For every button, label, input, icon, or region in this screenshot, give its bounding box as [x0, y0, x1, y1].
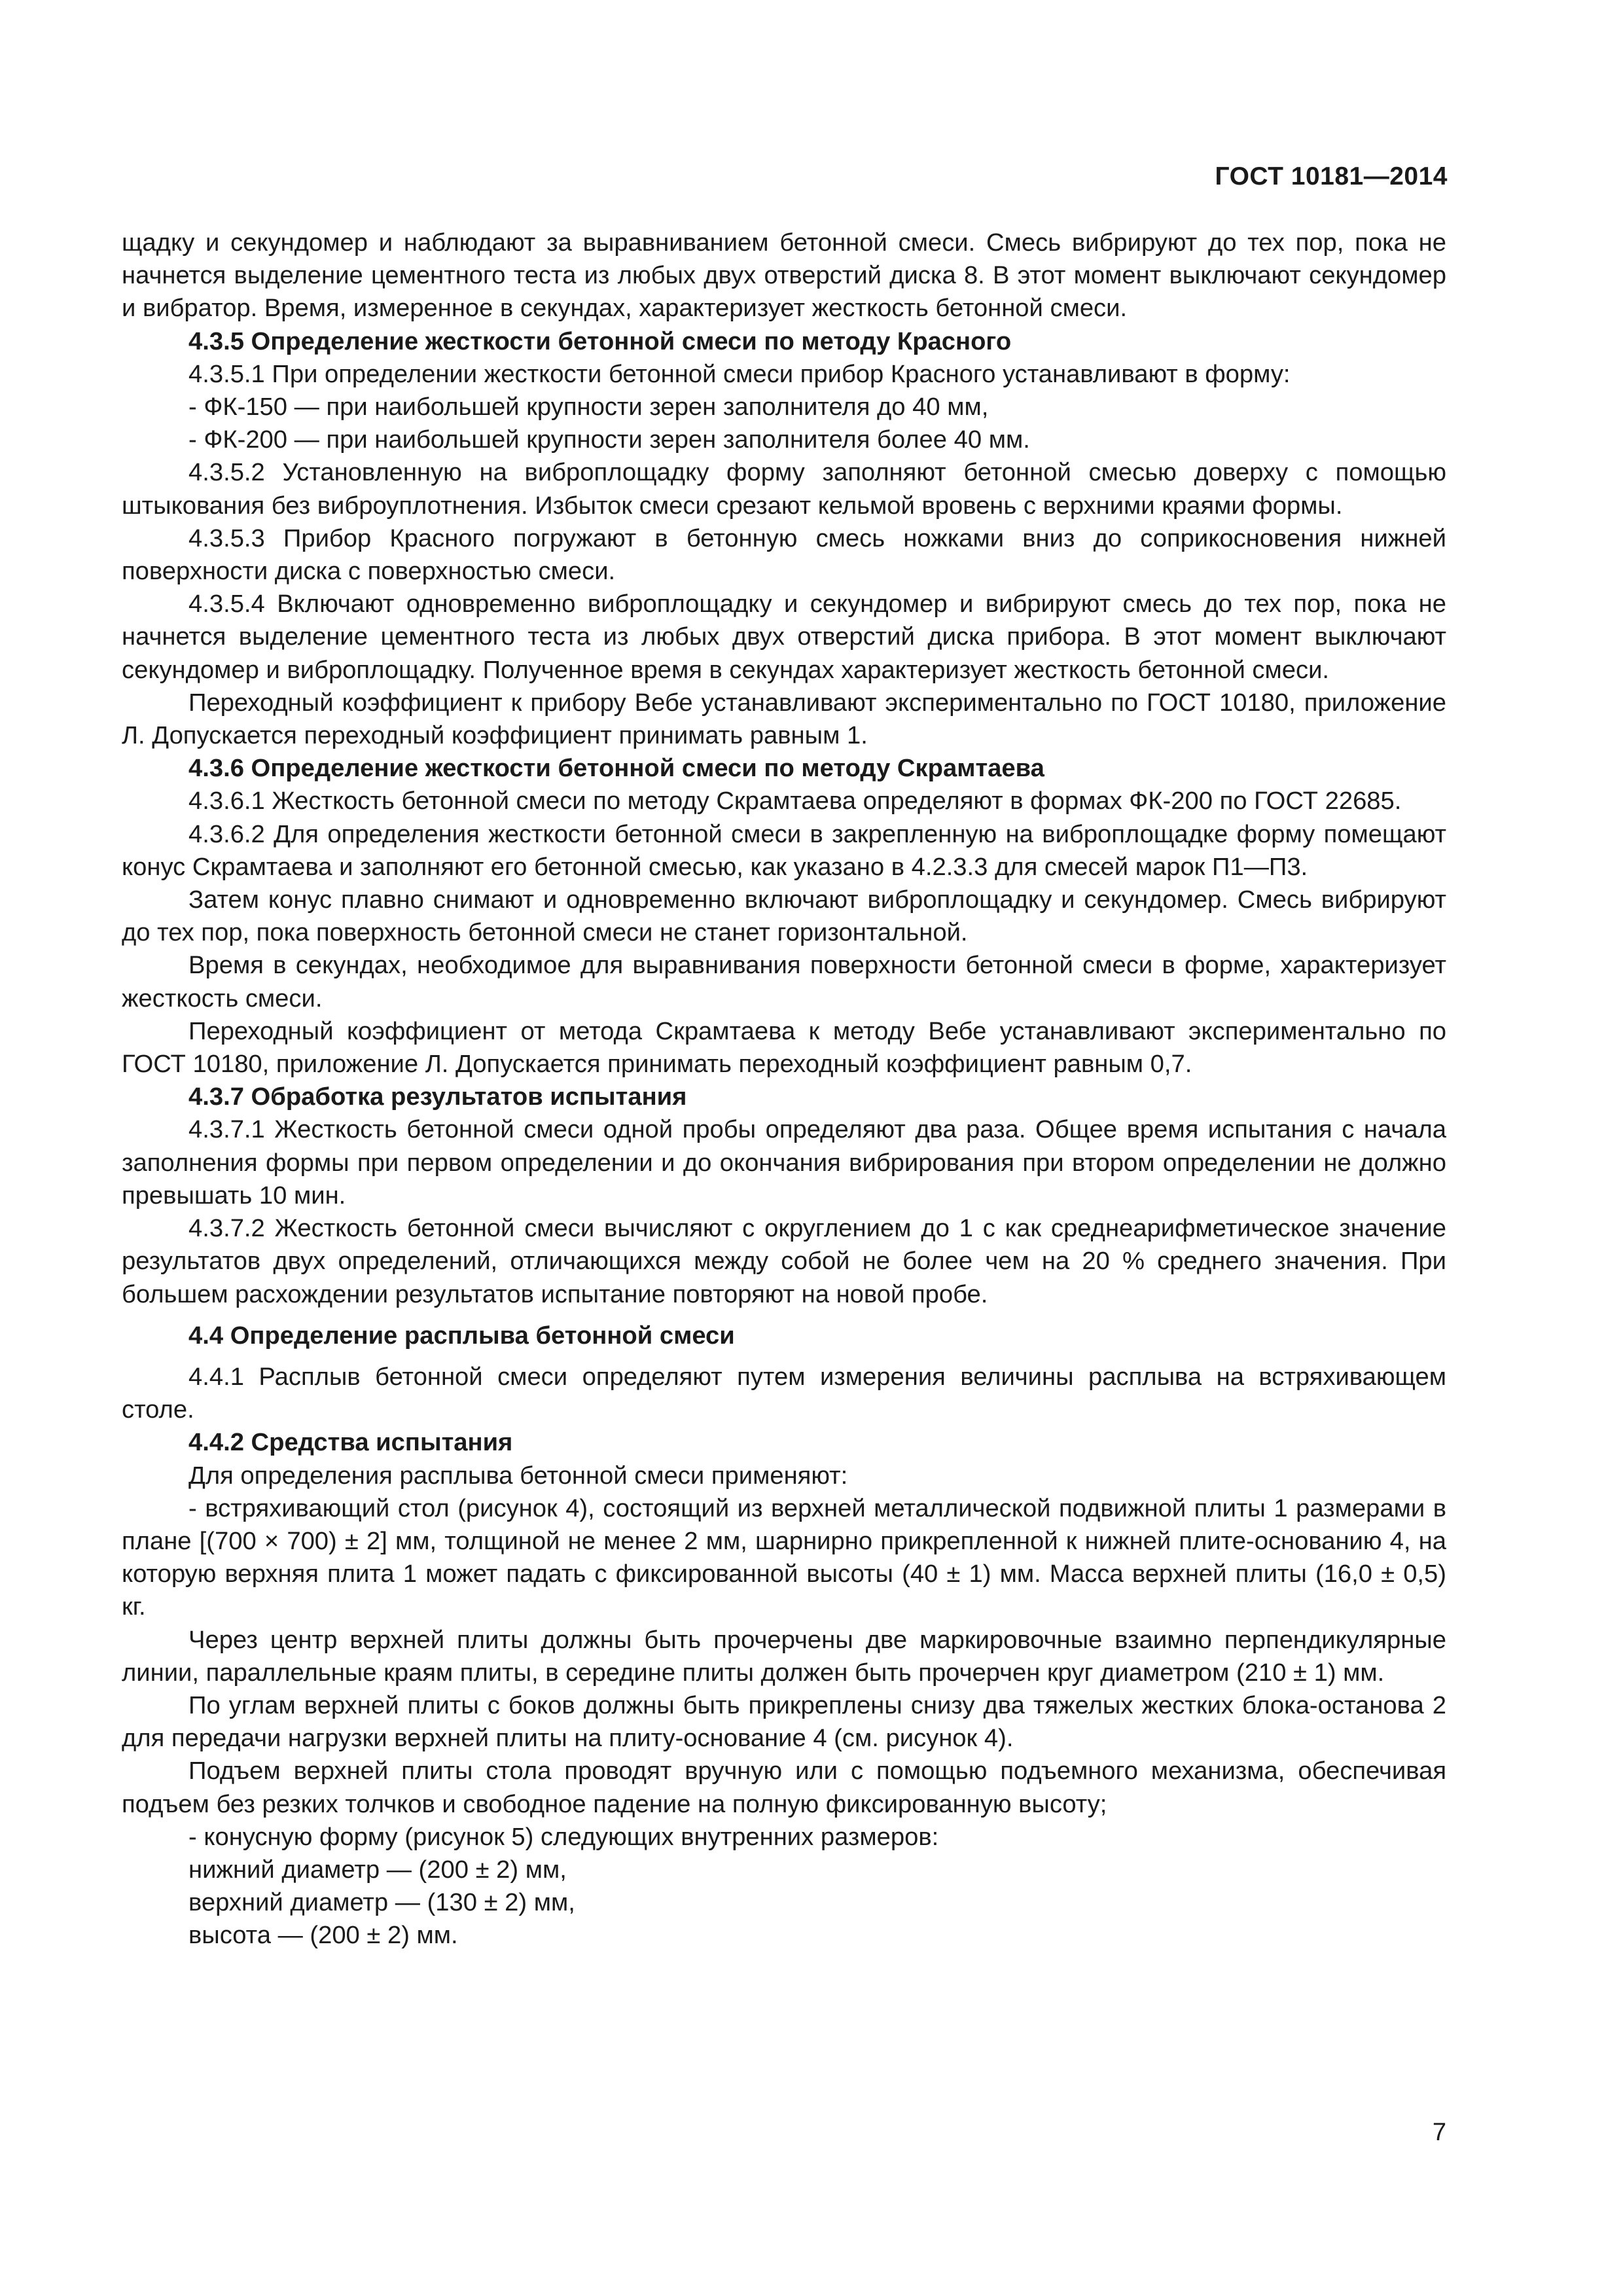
- paragraph: Для определения расплыва бетонной смеси применяют:: [188, 1461, 848, 1490]
- paragraph: - конусную форму (рисунок 5) следующих внутренних размеров:: [188, 1822, 939, 1851]
- document-body: [122, 226, 1446, 1952]
- paragraph: Подъем верхней плиты стола проводят вручную или с помощью подъемного механизма, обеспечивая подъем без резких толчков и свободное падение на полную фиксированную высоту;: [122, 1757, 1446, 1818]
- paragraph: 4.3.6.1 Жесткость бетонной смеси по методу Скрамтаева определяют в формах ФК-200 по ГОСТ 22685.: [188, 787, 1402, 816]
- paragraph: Через центр верхней плиты должны быть прочерчены две маркировочные взаимно перпендикулярные линии, параллельные краям плиты, в середине плиты должен быть прочерчен круг диаметром (210 ± 1) мм.: [122, 1625, 1446, 1687]
- paragraph: щадку и секундомер и наблюдают за выравниванием бетонной смеси. Смесь вибрируют до тех пор, пока не начнется выделение цементного теста из любых двух отверстий диска 8. В этот момент выключают секундомер и вибратор. Время, измеренное в секундах, характеризует жесткость бетонной смеси.: [122, 228, 1446, 323]
- section-heading: 4.4.2 Средства испытания: [188, 1428, 513, 1457]
- paragraph: 4.3.7.2 Жесткость бетонной смеси вычисляют с округлением до 1 с как среднеарифметическое значение результатов двух определений, отличающихся между собой не более чем на 20 % среднего значения. При большем расхождении результатов испытание повторяют на новой пробе.: [122, 1214, 1446, 1308]
- paragraph: 4.3.5.3 Прибор Красного погружают в бетонную смесь ножками вниз до соприкосновения нижней поверхности диска с поверхностью смеси.: [122, 524, 1446, 586]
- paragraph: Переходный коэффициент к прибору Вебе устанавливают экспериментально по ГОСТ 10180, приложение Л. Допускается переходный коэффициент принимать равным 1.: [122, 688, 1446, 750]
- paragraph: Затем конус плавно снимают и одновременно включают виброплощадку и секундомер. Смесь вибрируют до тех пор, пока поверхность бетонной смеси не станет горизонтальной.: [122, 886, 1446, 947]
- paragraph: 4.3.5.4 Включают одновременно виброплощадку и секундомер и вибрируют смесь до тех пор, пока не начнется выделение цементного теста из любых двух отверстий диска прибора. В этот момент выключают секундомер и виброплощадку. Полученное время в секундах характеризует жесткость бетонной смеси.: [122, 590, 1446, 684]
- section-heading: 4.3.7 Обработка результатов испытания: [188, 1083, 687, 1111]
- document-standard-id: ГОСТ 10181—2014: [1215, 162, 1448, 190]
- paragraph: Время в секундах, необходимое для выравнивания поверхности бетонной смеси в форме, характеризует жесткость смеси.: [122, 951, 1446, 1013]
- paragraph: нижний диаметр — (200 ± 2) мм,: [188, 1855, 567, 1884]
- paragraph: 4.3.6.2 Для определения жесткости бетонной смеси в закрепленную на виброплощадке форму помещают конус Скрамтаева и заполняют его бетонной смесью, как указано в 4.2.3.3 для смесей марок П1—П3.: [122, 819, 1446, 881]
- paragraph: - ФК-150 — при наибольшей крупности зерен заполнителя до 40 мм,: [188, 393, 989, 422]
- paragraph: - ФК-200 — при наибольшей крупности зерен заполнителя более 40 мм.: [188, 425, 1030, 454]
- section-heading: 4.3.6 Определение жесткости бетонной смеси по методу Скрамтаева: [188, 754, 1044, 783]
- paragraph: верхний диаметр — (130 ± 2) мм,: [188, 1888, 575, 1917]
- page-number: 7: [1432, 2119, 1446, 2146]
- section-heading: 4.4 Определение расплыва бетонной смеси: [188, 1321, 735, 1350]
- paragraph: 4.3.5.1 При определении жесткости бетонной смеси прибор Красного устанавливают в форму:: [188, 359, 1291, 388]
- paragraph: высота — (200 ± 2) мм.: [188, 1921, 458, 1950]
- paragraph: 4.4.1 Расплыв бетонной смеси определяют путем измерения величины расплыва на встряхивающем столе.: [122, 1362, 1446, 1424]
- paragraph: Переходный коэффициент от метода Скрамтаева к методу Вебе устанавливают экспериментально по ГОСТ 10180, приложение Л. Допускается принимать переходный коэффициент равным 0,7.: [122, 1016, 1446, 1079]
- paragraph: 4.3.7.1 Жесткость бетонной смеси одной пробы определяют два раза. Общее время испытания с начала заполнения формы при первом определении и до окончания вибрирования при втором определении не должно превышать 10 мин.: [122, 1115, 1446, 1210]
- paragraph: - встряхивающий стол (рисунок 4), состоящий из верхней металлической подвижной плиты 1 размерами в плане [(700 × 700) ± 2] мм, толщиной не менее 2 мм, шарнирно прикрепленной к нижней плите-основанию 4, на которую верхняя плита 1 может падать с фиксированной высоты (40 ± 1) мм. Масса верхней плиты (16,0 ± 0,5) кг.: [122, 1494, 1446, 1621]
- paragraph: 4.3.5.2 Установленную на виброплощадку форму заполняют бетонной смесью доверху с помощью штыкования без виброуплотнения. Избыток смеси срезают кельмой вровень с верхними краями формы.: [122, 458, 1446, 520]
- paragraph: По углам верхней плиты с боков должны быть прикреплены снизу два тяжелых жестких блока-останова 2 для передачи нагрузки верхней плиты на плиту-основание 4 (см. рисунок 4).: [122, 1691, 1446, 1753]
- section-heading: 4.3.5 Определение жесткости бетонной смеси по методу Красного: [188, 327, 1012, 355]
